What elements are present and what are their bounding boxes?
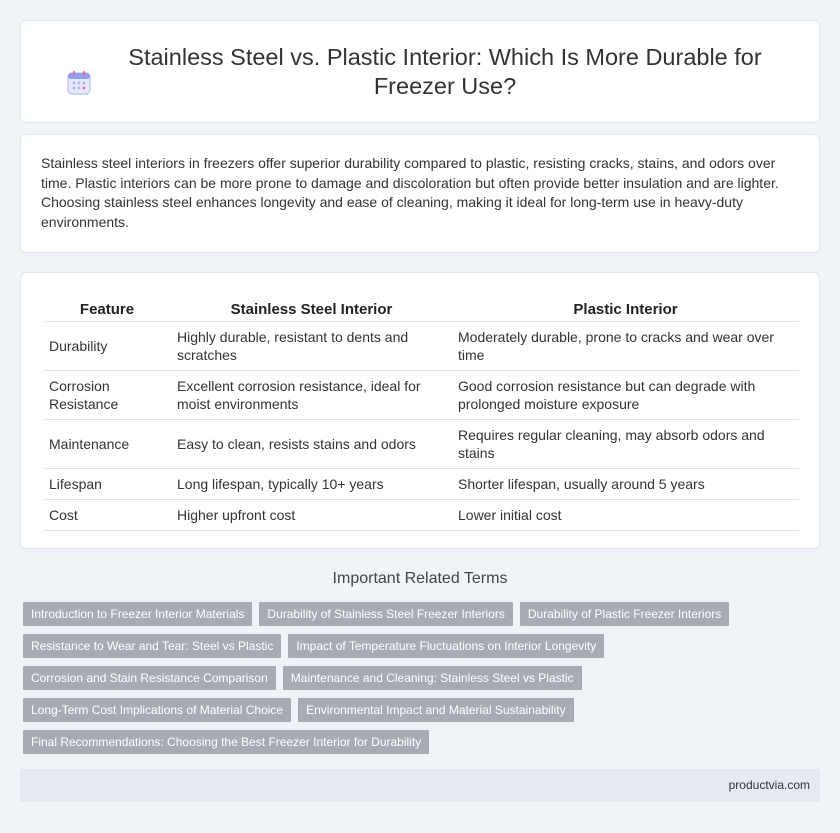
footer-site-link[interactable]: productvia.com	[728, 778, 810, 792]
table-cell: Corrosion Resistance	[43, 371, 171, 420]
title-card	[20, 20, 820, 123]
related-term-tag[interactable]: Environmental Impact and Material Sustainability	[298, 698, 573, 722]
related-term-tag[interactable]: Durability of Plastic Freezer Interiors	[520, 602, 729, 626]
column-header-plastic: Plastic Interior	[452, 294, 799, 322]
table-cell: Durability	[43, 322, 171, 371]
related-term-tag[interactable]: Final Recommendations: Choosing the Best Freezer Interior for Durability	[23, 730, 429, 754]
related-term-tag[interactable]: Introduction to Freezer Interior Materials	[23, 602, 252, 626]
table-cell: Shorter lifespan, usually around 5 years	[452, 469, 799, 500]
table-cell: Lower initial cost	[452, 500, 799, 531]
table-cell: Highly durable, resistant to dents and scratches	[171, 322, 452, 371]
related-terms-list	[23, 602, 823, 762]
comparison-table	[43, 294, 799, 531]
table-card	[20, 272, 820, 549]
related-term-tag[interactable]: Long-Term Cost Implications of Material Choice	[23, 698, 291, 722]
table-row	[43, 371, 799, 420]
table-cell: Cost	[43, 500, 171, 531]
intro-text: Stainless steel interiors in freezers offer superior durability compared to plastic, resisting cracks, stains, and odors over time. Plastic interiors can be more prone to damage and discoloration but often provide better insulation and are lighter. Choosing stainless steel enhances longevity and ease of cleaning, making it ideal for long-term use in heavy-duty environments.	[41, 155, 779, 230]
table-cell: Maintenance	[43, 420, 171, 469]
table-cell: Requires regular cleaning, may absorb odors and stains	[452, 420, 799, 469]
related-terms-title: Important Related Terms	[332, 570, 508, 587]
related-term-tag[interactable]: Impact of Temperature Fluctuations on Interior Longevity	[288, 634, 604, 658]
title-wrap	[60, 43, 780, 101]
column-header-feature: Feature	[43, 294, 171, 322]
related-term-tag[interactable]: Corrosion and Stain Resistance Comparison	[23, 666, 276, 690]
table-row	[43, 469, 799, 500]
table-cell: Good corrosion resistance but can degrade with prolonged moisture exposure	[452, 371, 799, 420]
table-cell: Moderately durable, prone to cracks and wear over time	[452, 322, 799, 371]
calendar-icon	[65, 69, 93, 97]
related-term-tag[interactable]: Maintenance and Cleaning: Stainless Steel vs Plastic	[283, 666, 582, 690]
table-row	[43, 500, 799, 531]
column-header-stainless: Stainless Steel Interior	[171, 294, 452, 322]
table-cell: Lifespan	[43, 469, 171, 500]
table-header-row	[43, 294, 799, 322]
table-row	[43, 322, 799, 371]
table-cell: Long lifespan, typically 10+ years	[171, 469, 452, 500]
intro-card	[20, 134, 820, 253]
related-term-tag[interactable]: Durability of Stainless Steel Freezer Interiors	[259, 602, 512, 626]
page-title: Stainless Steel vs. Plastic Interior: Which Is More Durable for Freezer Use?	[128, 43, 762, 99]
table-cell: Excellent corrosion resistance, ideal for moist environments	[171, 371, 452, 420]
table-cell: Easy to clean, resists stains and odors	[171, 420, 452, 469]
table-cell: Higher upfront cost	[171, 500, 452, 531]
related-term-tag[interactable]: Resistance to Wear and Tear: Steel vs Plastic	[23, 634, 281, 658]
footer	[20, 769, 820, 802]
table-row	[43, 420, 799, 469]
